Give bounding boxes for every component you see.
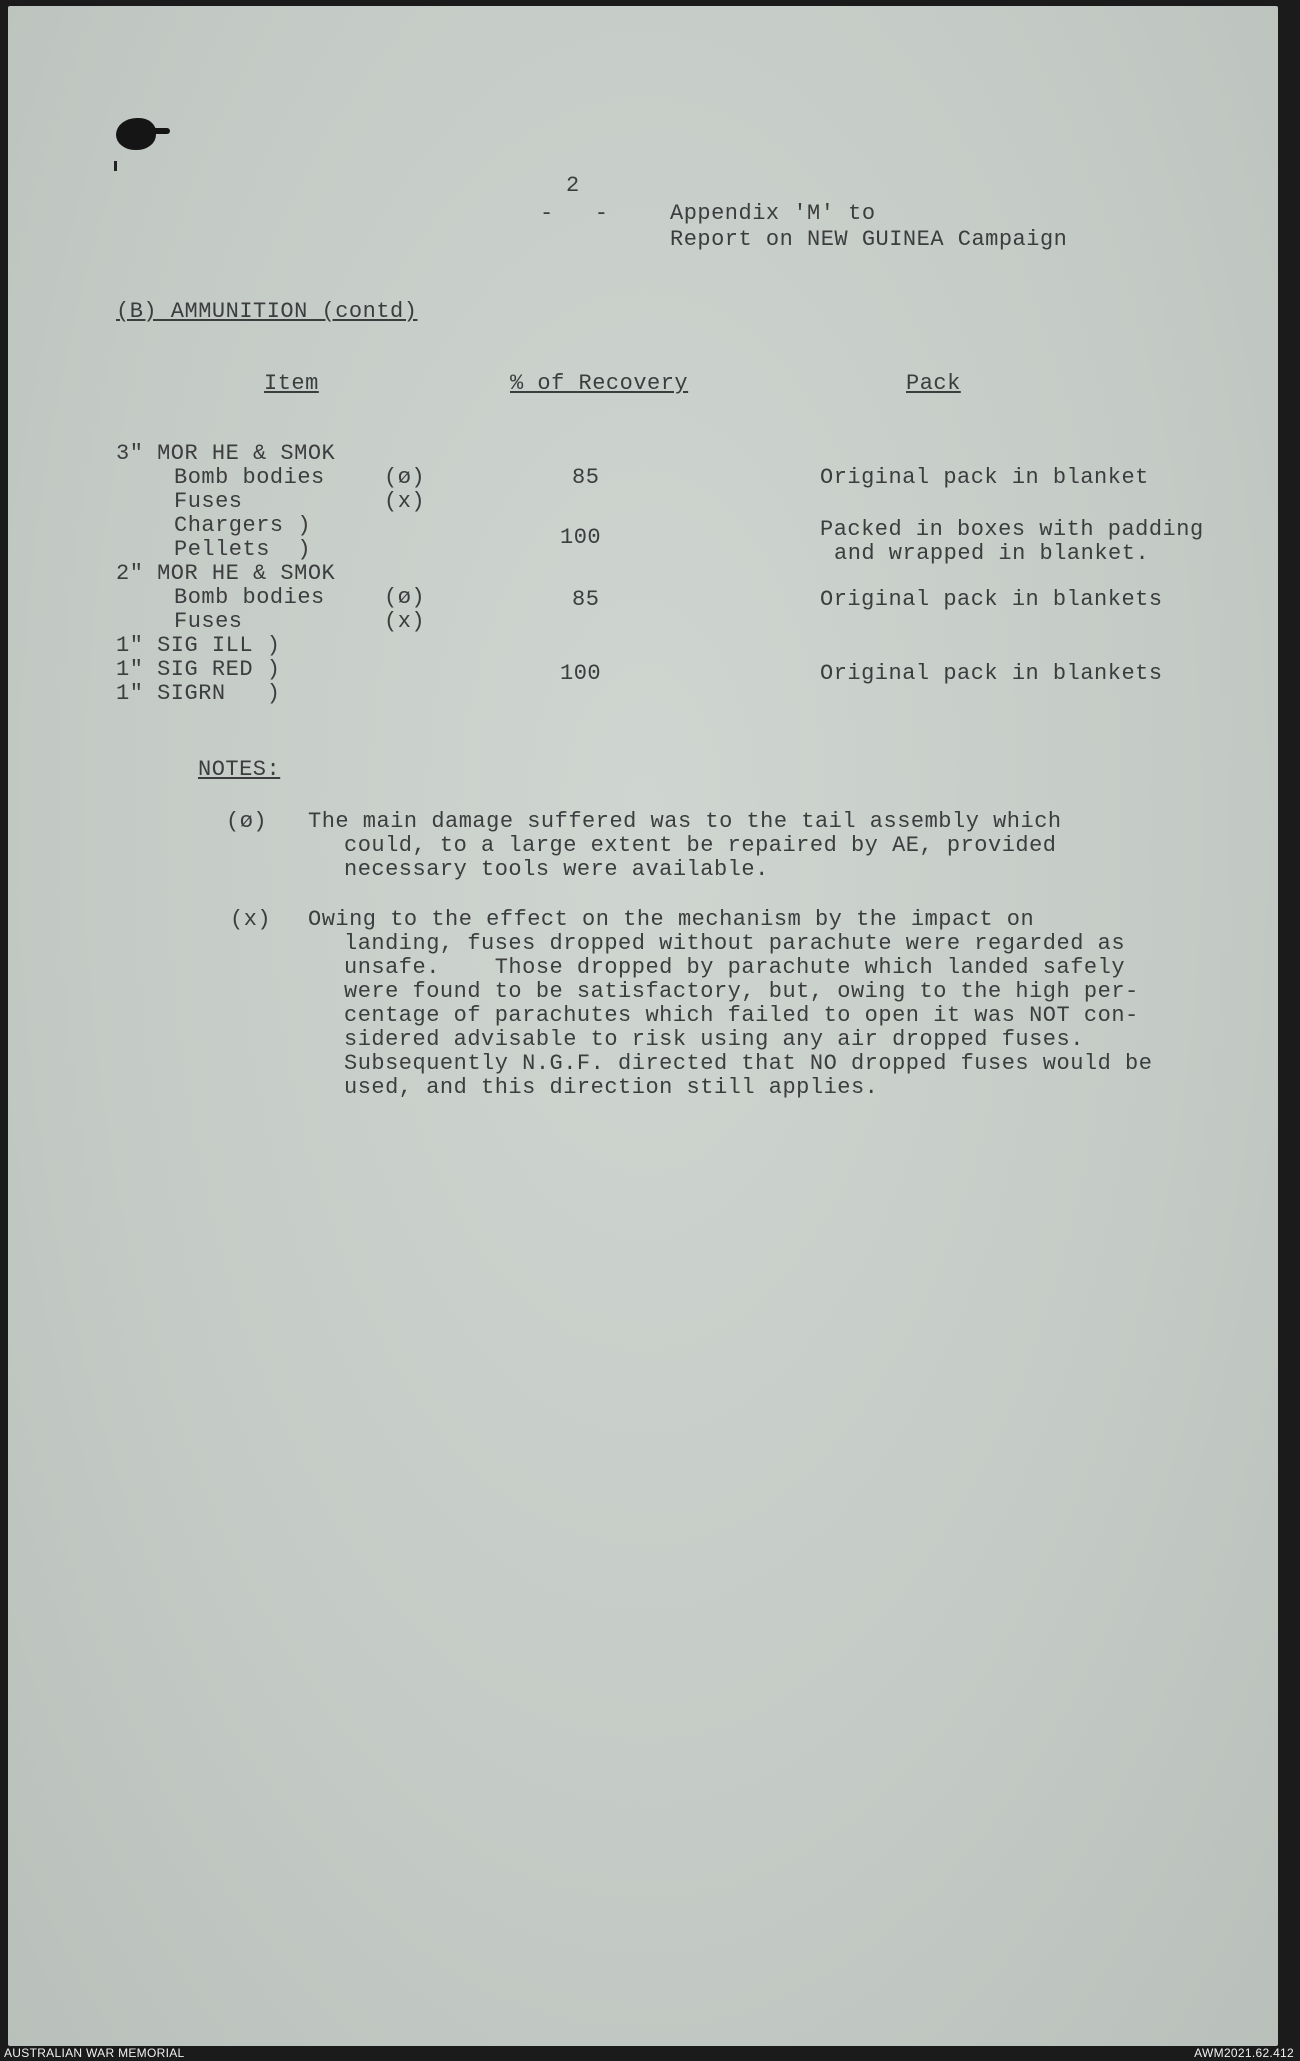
footer-left: AUSTRALIAN WAR MEMORIAL [4, 2046, 185, 2060]
section-title: (B) AMMUNITION (contd) [116, 299, 418, 324]
page-number: 2 [566, 173, 580, 198]
table-row-item: 1" SIGRN ) [116, 681, 281, 706]
table-row-item: Fuses [174, 489, 243, 514]
note-reference: (x) [384, 489, 426, 514]
table-row-item: Bomb bodies [174, 585, 325, 610]
recovery-value: 85 [572, 465, 600, 490]
note-reference: (x) [384, 609, 426, 634]
note-line: used, and this direction still applies. [344, 1075, 879, 1100]
note-reference: (ø) [384, 585, 426, 610]
note-line: could, to a large extent be repaired by AE, provided [344, 833, 1057, 858]
notes-heading: NOTES: [198, 757, 281, 782]
pack-value-continued: and wrapped in blanket. [834, 541, 1150, 566]
note-line: Owing to the effect on the mechanism by the impact on [308, 907, 1035, 932]
document-page [8, 6, 1278, 2046]
table-row-item: 3" MOR HE & SMOK [116, 441, 336, 466]
note-line: were found to be satisfactory, but, owing to the high per- [344, 979, 1139, 1004]
pack-value: Packed in boxes with padding [820, 517, 1204, 542]
table-row-item: Bomb bodies [174, 465, 325, 490]
pack-value: Original pack in blankets [820, 587, 1163, 612]
appendix-line: Appendix 'M' to [670, 201, 876, 226]
pack-value: Original pack in blankets [820, 661, 1163, 686]
note-marker: (ø) [226, 809, 268, 834]
ink-mark [114, 161, 117, 171]
table-row-item: 2" MOR HE & SMOK [116, 561, 336, 586]
note-line: necessary tools were available. [344, 857, 769, 882]
pack-value: Original pack in blanket [820, 465, 1149, 490]
table-row-item: 1" SIG RED ) [116, 657, 281, 682]
ink-blot [116, 118, 156, 150]
header-dashes: - - [540, 201, 609, 226]
table-row-item: 1" SIG ILL ) [116, 633, 281, 658]
table-row-item: Fuses [174, 609, 243, 634]
note-line: The main damage suffered was to the tail assembly which [308, 809, 1062, 834]
note-line: Subsequently N.G.F. directed that NO dropped fuses would be [344, 1051, 1153, 1076]
note-marker: (x) [230, 907, 272, 932]
table-row-item: Pellets ) [174, 537, 312, 562]
note-line: landing, fuses dropped without parachute were regarded as [344, 931, 1126, 956]
recovery-value: 100 [560, 661, 602, 686]
column-header-pack: Pack [906, 371, 961, 396]
note-reference: (ø) [384, 465, 426, 490]
column-header-recovery: % of Recovery [510, 371, 689, 396]
recovery-value: 100 [560, 525, 602, 550]
table-row-item: Chargers ) [174, 513, 312, 538]
report-line: Report on NEW GUINEA Campaign [670, 227, 1068, 252]
recovery-value: 85 [572, 587, 600, 612]
note-line: unsafe. Those dropped by parachute which landed safely [344, 955, 1126, 980]
note-line: sidered advisable to risk using any air dropped fuses. [344, 1027, 1084, 1052]
note-line: centage of parachutes which failed to open it was NOT con- [344, 1003, 1139, 1028]
footer-right: AWM2021.62.412 [1194, 2046, 1294, 2060]
column-header-item: Item [264, 371, 319, 396]
